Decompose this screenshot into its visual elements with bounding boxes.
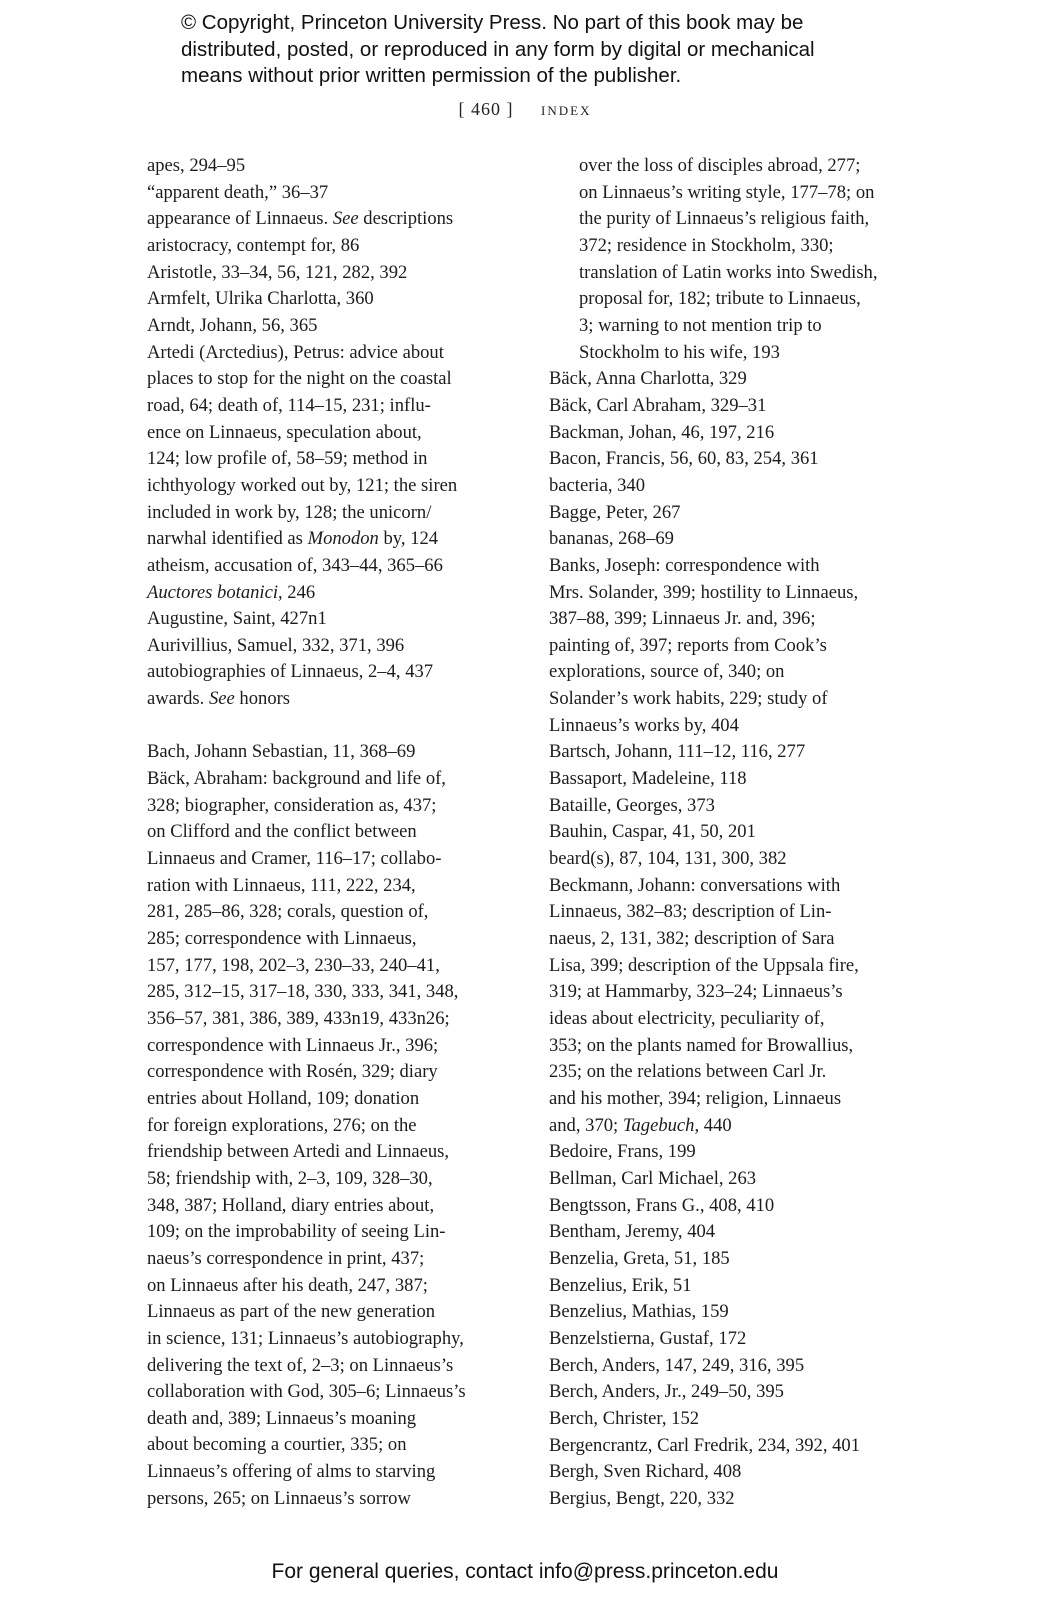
index-entry [549, 793, 919, 820]
index-entry-heading: Bergencrantz, Carl Fredrik, 234, 392, 401 [549, 1434, 861, 1456]
index-entry-heading: aristocracy, contempt for, 86 [147, 234, 360, 256]
index-entry [549, 1326, 919, 1353]
index-entry-heading: Bagge, Peter, 267 [549, 501, 681, 523]
index-entry-subline: 348, 387; Holland, diary entries about, [147, 1194, 435, 1216]
index-entry-heading: apes, 294–95 [147, 155, 246, 176]
index-entry-subline: explorations, source of, 340; on [549, 661, 785, 683]
index-entry [147, 313, 517, 340]
copyright-line: © Copyright, Princeton University Press. No part of this book may be [181, 11, 804, 34]
index-entries [549, 366, 919, 1512]
index-entry-subline: naeus’s correspondence in print, 437; [147, 1247, 425, 1269]
index-entry [549, 846, 919, 873]
group-gap [147, 713, 517, 740]
section-title: index [541, 99, 592, 119]
index-entry [549, 1246, 919, 1273]
index-entry-subline: 281, 285–86, 328; corals, question of, [147, 901, 429, 923]
index-entry-subline: places to stop for the night on the coastal [147, 368, 452, 390]
index-entry [147, 553, 517, 580]
index-entry-subline: Mrs. Solander, 399; hostility to Linnaeus, [549, 581, 859, 603]
index-entry-heading: Bäck, Abraham: background and life of, [147, 768, 446, 790]
index-entry-heading: Bäck, Carl Abraham, 329–31 [549, 394, 767, 416]
index-entry-subline: the purity of Linnaeus’s religious faith, [579, 208, 870, 230]
index-entry-subline: 387–88, 399; Linnaeus Jr. and, 396; [549, 608, 816, 630]
index-entry-subline: Stockholm to his wife, 193 [579, 341, 780, 363]
index-entry-heading: Benzelstierna, Gustaf, 172 [549, 1327, 747, 1349]
index-entry-heading: Bäck, Anna Charlotta, 329 [549, 368, 747, 390]
index-entry [147, 286, 517, 313]
index-entry-subline: proposal for, 182; tribute to Linnaeus, [579, 288, 861, 310]
index-entry-subline: Linnaeus’s works by, 404 [549, 714, 739, 736]
index-entry [549, 1406, 919, 1433]
index-entry [147, 686, 517, 713]
index-entry [549, 553, 919, 740]
index-entry-subline: 353; on the plants named for Browallius, [549, 1034, 854, 1056]
index-entry [147, 206, 517, 233]
index-entry-heading: Aristotle, 33–34, 56, 121, 282, 392 [147, 261, 408, 283]
index-entry-heading: Bataille, Georges, 373 [549, 794, 715, 816]
index-entry-subline: persons, 265; on Linnaeus’s sorrow [147, 1487, 411, 1509]
index-entry-heading: Bergius, Bengt, 220, 332 [549, 1487, 735, 1509]
index-entry [147, 580, 517, 607]
index-entry [549, 1273, 919, 1300]
index-entry-subline: 285; correspondence with Linnaeus, [147, 928, 417, 950]
index-entry-heading: atheism, accusation of, 343–44, 365–66 [147, 554, 443, 576]
copyright-line: means without prior written permission of the publisher. [181, 64, 682, 87]
index-entry-heading: Bellman, Carl Michael, 263 [549, 1167, 757, 1189]
index-entry [549, 819, 919, 846]
index-group-a [147, 153, 517, 713]
index-entry [549, 1193, 919, 1220]
index-entry [549, 420, 919, 447]
index-entry [549, 1166, 919, 1193]
index-entry [147, 606, 517, 633]
index-entry [549, 1299, 919, 1326]
page-number: [ 460 ] [458, 99, 514, 119]
index-entry-subline: on Linnaeus’s writing style, 177–78; on [579, 181, 875, 203]
index-entry-subline: included in work by, 128; the unicorn/ [147, 501, 432, 523]
index-entry-subline: ideas about electricity, peculiarity of, [549, 1008, 825, 1029]
index-entry [549, 873, 919, 1140]
index-entry-subline: 285, 312–15, 317–18, 330, 333, 341, 348, [147, 981, 459, 1003]
index-entry-subline: Linnaeus as part of the new generation [147, 1301, 436, 1323]
index-entry [549, 446, 919, 473]
index-entry [147, 739, 517, 766]
index-entry [549, 1379, 919, 1406]
index-entry-heading: Berch, Christer, 152 [549, 1407, 700, 1429]
index-entry-subline: ichthyology worked out by, 121; the siren [147, 474, 458, 496]
index-entry-heading: “apparent death,” 36–37 [147, 181, 329, 203]
copyright-notice [181, 10, 981, 90]
index-entry-heading: Benzelia, Greta, 51, 185 [549, 1247, 730, 1269]
index-entry [147, 340, 517, 553]
index-group-b [147, 739, 517, 1512]
index-entry-subline: and, 370; Tagebuch, 440 [549, 1114, 732, 1136]
index-entry [147, 633, 517, 660]
index-entry-subline: on Clifford and the conflict between [147, 821, 417, 843]
index-entry-heading: Berch, Anders, 147, 249, 316, 395 [549, 1354, 805, 1376]
index-entry-subline: correspondence with Rosén, 329; diary [147, 1061, 438, 1083]
index-entry-subline: death and, 389; Linnaeus’s moaning [147, 1407, 417, 1429]
index-entry-subline: 157, 177, 198, 202–3, 230–33, 240–41, [147, 954, 440, 976]
index-entry [549, 1459, 919, 1486]
index-entry-heading: Benzelius, Mathias, 159 [549, 1301, 729, 1323]
index-entry [549, 500, 919, 527]
index-entry [147, 260, 517, 287]
index-entry-subline: 328; biographer, consideration as, 437; [147, 794, 437, 816]
index-entry-subline: 58; friendship with, 2–3, 109, 328–30, [147, 1167, 433, 1189]
index-entry [549, 766, 919, 793]
index-entry-subline: naeus, 2, 131, 382; description of Sara [549, 928, 835, 950]
index-entry [147, 659, 517, 686]
footer-contact: For general queries, contact info@press.princeton.edu [271, 1560, 779, 1583]
index-entry-subline: entries about Holland, 109; donation [147, 1087, 420, 1109]
index-entry [549, 1219, 919, 1246]
index-entry-subline: narwhal identified as Monodon by, 124 [147, 528, 439, 550]
index-entry-heading: appearance of Linnaeus. See descriptions [147, 208, 454, 230]
index-entry-subline: Lisa, 399; description of the Uppsala fire, [549, 954, 859, 976]
index-entry-heading: bananas, 268–69 [549, 528, 674, 550]
index-entry-subline: Linnaeus’s offering of alms to starving [147, 1461, 436, 1483]
index-entry-heading: Bach, Johann Sebastian, 11, 368–69 [147, 741, 416, 763]
index-entry-subline: ence on Linnaeus, speculation about, [147, 421, 422, 443]
index-entry-heading: Bergh, Sven Richard, 408 [549, 1461, 742, 1483]
index-entry-subline: delivering the text of, 2–3; on Linnaeus’s [147, 1354, 454, 1376]
index-entry-subline: painting of, 397; reports from Cook’s [549, 634, 827, 656]
index-entry [549, 1486, 919, 1513]
index-entry-heading: Arndt, Johann, 56, 365 [147, 314, 318, 336]
index-entry-heading: beard(s), 87, 104, 131, 300, 382 [549, 848, 787, 870]
index-entry-subline: correspondence with Linnaeus Jr., 396; [147, 1034, 439, 1056]
index-entry-subline: in science, 131; Linnaeus’s autobiography, [147, 1327, 464, 1349]
index-entry-subline: about becoming a courtier, 335; on [147, 1434, 407, 1456]
index-entry-heading: Artedi (Arctedius), Petrus: advice about [147, 341, 444, 363]
index-entry-subline: over the loss of disciples abroad, 277; [579, 155, 861, 176]
index-entry-heading: bacteria, 340 [549, 474, 646, 496]
index-entry-heading: Bartsch, Johann, 111–12, 116, 277 [549, 741, 806, 763]
index-entry-heading: Berch, Anders, Jr., 249–50, 395 [549, 1381, 784, 1403]
index-entry [549, 393, 919, 420]
index-entry-subline: translation of Latin works into Swedish, [579, 261, 878, 283]
index-entry-subline: friendship between Artedi and Linnaeus, [147, 1141, 450, 1163]
index-entry-subline: 372; residence in Stockholm, 330; [579, 234, 834, 256]
index-entry-subline: Solander’s work habits, 229; study of [549, 688, 828, 710]
index-entry-heading: Auctores botanici, 246 [147, 581, 316, 603]
index-column-right [549, 153, 919, 1512]
index-entry-heading: Aurivillius, Samuel, 332, 371, 396 [147, 634, 405, 656]
index-entry [147, 180, 517, 207]
index-entry [147, 153, 517, 180]
index-entry-heading: Bentham, Jeremy, 404 [549, 1221, 716, 1243]
running-head [0, 99, 1050, 120]
index-entry-heading: autobiographies of Linnaeus, 2–4, 437 [147, 661, 434, 683]
index-entry-continuation [549, 153, 919, 366]
index-entry-subline: ration with Linnaeus, 111, 222, 234, [147, 874, 416, 896]
index-entry-heading: Augustine, Saint, 427n1 [147, 608, 327, 630]
index-entry-subline: on Linnaeus after his death, 247, 387; [147, 1274, 428, 1296]
index-entry-subline: 319; at Hammarby, 323–24; Linnaeus’s [549, 981, 843, 1003]
index-entry-heading: awards. See honors [147, 688, 291, 710]
index-entry-heading: Backman, Johan, 46, 197, 216 [549, 421, 775, 443]
index-entry [147, 233, 517, 260]
index-entry-subline: 235; on the relations between Carl Jr. [549, 1061, 827, 1083]
index-entry-subline: Linnaeus and Cramer, 116–17; collabo- [147, 848, 442, 870]
copyright-line: distributed, posted, or reproduced in any form by digital or mechanical [181, 37, 815, 61]
index-entry-heading: Armfelt, Ulrika Charlotta, 360 [147, 288, 374, 310]
index-entry-heading: Bacon, Francis, 56, 60, 83, 254, 361 [549, 448, 819, 470]
index-entry-subline: 109; on the improbability of seeing Lin- [147, 1221, 446, 1243]
index-entry-subline: collaboration with God, 305–6; Linnaeus’s [147, 1381, 466, 1403]
index-entry [549, 1433, 919, 1460]
index-entry-heading: Bassaport, Madeleine, 118 [549, 768, 747, 790]
index-column-left [147, 153, 517, 1512]
index-entry [549, 1353, 919, 1380]
index-entry-subline: and his mother, 394; religion, Linnaeus [549, 1087, 842, 1109]
index-entry-subline: road, 64; death of, 114–15, 231; influ- [147, 394, 431, 416]
index-entry-heading: Banks, Joseph: correspondence with [549, 554, 820, 576]
index-entry-heading: Bedoire, Frans, 199 [549, 1141, 696, 1163]
index-entry [147, 766, 517, 1512]
index-entry [549, 1139, 919, 1166]
index-entry-heading: Bauhin, Caspar, 41, 50, 201 [549, 821, 756, 843]
index-entry [549, 473, 919, 500]
index-entry-subline: Linnaeus, 382–83; description of Lin- [549, 901, 832, 923]
index-entry [549, 739, 919, 766]
index-entry-subline: for foreign explorations, 276; on the [147, 1114, 417, 1136]
index-entry-heading: Benzelius, Erik, 51 [549, 1274, 692, 1296]
index-entry-heading: Bengtsson, Frans G., 408, 410 [549, 1194, 775, 1216]
index-entry-subline: 3; warning to not mention trip to [579, 314, 822, 336]
index-entry-heading: Beckmann, Johann: conversations with [549, 874, 841, 896]
index-entry-subline: 124; low profile of, 58–59; method in [147, 448, 428, 470]
index-entry-subline: 356–57, 381, 386, 389, 433n19, 433n26; [147, 1007, 450, 1029]
index-entry [549, 526, 919, 553]
index-entry [549, 366, 919, 393]
